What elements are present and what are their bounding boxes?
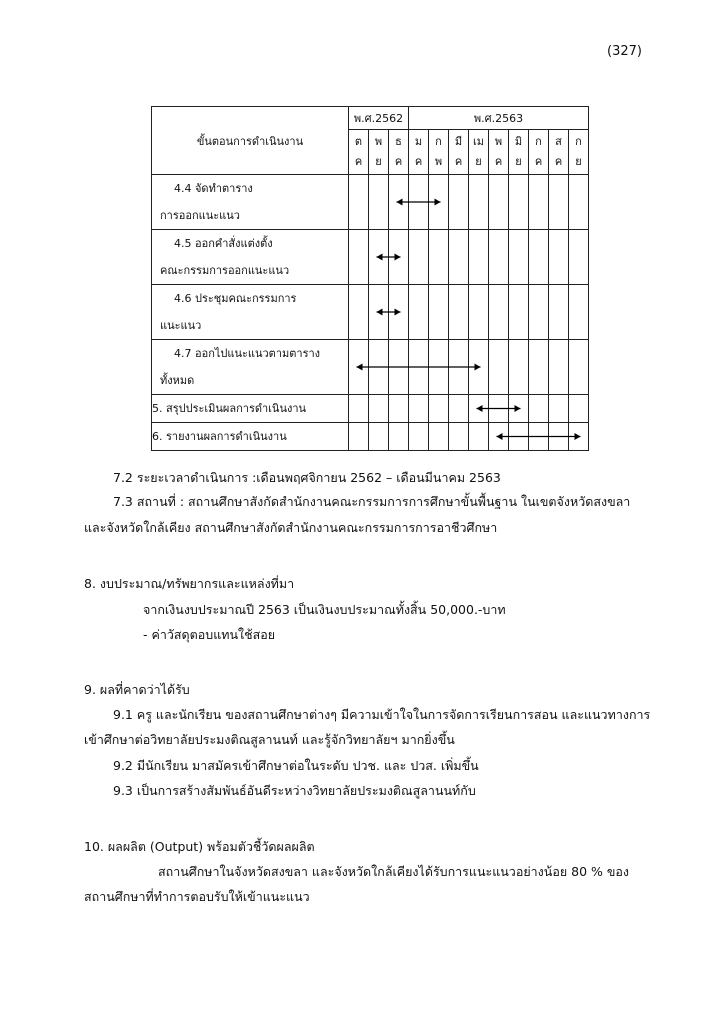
month-char: ม bbox=[414, 135, 423, 148]
outcome-heading: 9. ผลที่คาดว่าได้รับ bbox=[84, 682, 190, 697]
task-label bbox=[152, 340, 349, 395]
month-cell bbox=[529, 340, 549, 395]
month-char: ค bbox=[554, 155, 563, 168]
outcome-93: 9.3 เป็นการสร้างสัมพันธ์อันดีระหว่างวิทยาลัยประมงติณสูลานนท์กับ bbox=[113, 783, 476, 798]
gantt-table bbox=[151, 106, 589, 451]
month-cell bbox=[509, 175, 529, 230]
month-cell bbox=[509, 423, 529, 451]
task-label-line: การออกแนะแนว bbox=[160, 209, 240, 222]
year-2563-header: พ.ศ.2563 bbox=[409, 107, 589, 130]
month-cell bbox=[489, 230, 509, 285]
month-cell bbox=[429, 285, 449, 340]
month-cell bbox=[549, 175, 569, 230]
year-header-row bbox=[152, 107, 589, 130]
month-char: ธ bbox=[395, 135, 402, 148]
month-cell bbox=[409, 175, 429, 230]
month-header-2 bbox=[389, 130, 409, 175]
month-cell bbox=[489, 285, 509, 340]
month-char: มิ bbox=[514, 135, 523, 148]
task-label-line: 4.7 ออกไปแนะแนวตามตาราง bbox=[174, 347, 321, 360]
month-cell bbox=[489, 175, 509, 230]
month-cell bbox=[529, 175, 549, 230]
month-cell bbox=[549, 285, 569, 340]
task-label-line: 4.5 ออกคำสั่งแต่งตั้ง bbox=[174, 237, 273, 250]
month-cell bbox=[409, 340, 429, 395]
month-char: ย bbox=[475, 155, 482, 168]
outcome-91-line1: 9.1 ครู และนักเรียน ของสถานศึกษาต่างๆ มีความเข้าใจในการจัดการเรียนการสอน และแนวทางการ bbox=[113, 707, 651, 722]
month-char: ค bbox=[494, 155, 503, 168]
outcome-92: 9.2 มีนักเรียน มาสมัครเข้าศึกษาต่อในระดับ ปวช. และ ปวส. เพิ่มขึ้น bbox=[113, 758, 479, 773]
month-char: ย bbox=[375, 155, 382, 168]
month-char: ค bbox=[454, 155, 463, 168]
month-cell bbox=[569, 285, 589, 340]
month-cell bbox=[429, 230, 449, 285]
month-cell bbox=[549, 230, 569, 285]
month-cell bbox=[389, 395, 409, 423]
task-row bbox=[152, 395, 589, 423]
month-cell bbox=[389, 423, 409, 451]
task-label bbox=[152, 285, 349, 340]
month-cell bbox=[449, 175, 469, 230]
task-label-line: ทั้งหมด bbox=[160, 374, 195, 387]
month-cell bbox=[349, 285, 369, 340]
month-cell bbox=[429, 175, 449, 230]
month-cell bbox=[429, 423, 449, 451]
place-text-line2: และจังหวัดใกล้เคียง สถานศึกษาสังกัดสำนักงานคณะกรรมการการอาชีวศึกษา bbox=[84, 520, 498, 535]
month-cell bbox=[449, 395, 469, 423]
task-label bbox=[152, 395, 349, 423]
month-cell bbox=[449, 423, 469, 451]
month-cell bbox=[409, 395, 429, 423]
month-cell bbox=[509, 340, 529, 395]
output-text-line2: สถานศึกษาที่ทำการตอบรับให้เข้าแนะแนว bbox=[84, 889, 310, 904]
month-cell bbox=[509, 285, 529, 340]
year-2562-header: พ.ศ.2562 bbox=[349, 107, 409, 130]
month-cell bbox=[529, 395, 549, 423]
month-cell bbox=[569, 175, 589, 230]
task-label-line: 5. สรุปประเมินผลการดำเนินงาน bbox=[152, 402, 307, 415]
month-cell bbox=[349, 340, 369, 395]
month-cell bbox=[469, 175, 489, 230]
month-cell bbox=[469, 395, 489, 423]
month-cell bbox=[529, 423, 549, 451]
outcome-91-line2: เข้าศึกษาต่อวิทยาลัยประมงติณสูลานนท์ และรู้จักวิทยาลัยฯ มากยิ่งขึ้น bbox=[84, 732, 455, 747]
month-char: ส bbox=[555, 135, 562, 148]
month-cell bbox=[369, 423, 389, 451]
month-char: ย bbox=[515, 155, 522, 168]
month-cell bbox=[389, 230, 409, 285]
month-char: ค bbox=[394, 155, 403, 168]
task-row bbox=[152, 285, 589, 340]
month-cell bbox=[529, 285, 549, 340]
month-header-9 bbox=[529, 130, 549, 175]
month-cell bbox=[369, 340, 389, 395]
month-cell bbox=[489, 395, 509, 423]
month-char: ค bbox=[534, 155, 543, 168]
month-cell bbox=[469, 230, 489, 285]
task-label bbox=[152, 230, 349, 285]
month-cell bbox=[369, 285, 389, 340]
month-header-7 bbox=[489, 130, 509, 175]
month-char: พ bbox=[434, 155, 443, 168]
month-cell bbox=[569, 230, 589, 285]
month-cell bbox=[449, 285, 469, 340]
output-text-line1: สถานศึกษาในจังหวัดสงขลา และจังหวัดใกล้เคียงได้รับการแนะแนวอย่างน้อย 80 % ของ bbox=[158, 864, 630, 879]
month-cell bbox=[369, 175, 389, 230]
month-cell bbox=[569, 340, 589, 395]
month-header-10 bbox=[549, 130, 569, 175]
month-char: ก bbox=[535, 135, 542, 148]
task-label-line: 4.4 จัดทำตาราง bbox=[174, 182, 253, 195]
budget-text-line2: - ค่าวัสดุตอบแทนใช้สอย bbox=[143, 627, 276, 642]
budget-text-line1: จากเงินงบประมาณปี 2563 เป็นเงินงบประมาณทั้งสิ้น 50,000.-บาท bbox=[143, 602, 506, 617]
month-cell bbox=[509, 230, 529, 285]
month-cell bbox=[569, 423, 589, 451]
month-header-6 bbox=[469, 130, 489, 175]
task-column-header: ขั้นตอนการดำเนินงาน bbox=[152, 107, 349, 175]
task-row bbox=[152, 230, 589, 285]
month-cell bbox=[349, 175, 369, 230]
month-char: ก bbox=[575, 135, 582, 148]
month-cell bbox=[489, 423, 509, 451]
month-cell bbox=[349, 423, 369, 451]
month-char: เม bbox=[472, 135, 484, 148]
month-cell bbox=[369, 230, 389, 285]
month-header-8 bbox=[509, 130, 529, 175]
task-row bbox=[152, 340, 589, 395]
month-cell bbox=[469, 340, 489, 395]
month-cell bbox=[389, 175, 409, 230]
duration-text: 7.2 ระยะเวลาดำเนินการ :เดือนพฤศจิกายน 2562 – เดือนมีนาคม 2563 bbox=[113, 470, 501, 485]
month-cell bbox=[409, 285, 429, 340]
month-cell bbox=[349, 230, 369, 285]
month-cell bbox=[469, 285, 489, 340]
month-char: ย bbox=[575, 155, 582, 168]
month-cell bbox=[409, 423, 429, 451]
month-header-5 bbox=[449, 130, 469, 175]
task-row bbox=[152, 175, 589, 230]
month-header-1 bbox=[369, 130, 389, 175]
month-char: พ bbox=[374, 135, 383, 148]
month-cell bbox=[349, 395, 369, 423]
task-label bbox=[152, 175, 349, 230]
budget-heading: 8. งบประมาณ/ทรัพยากรและแหล่งที่มา bbox=[84, 576, 295, 591]
month-cell bbox=[489, 340, 509, 395]
place-text-line1: 7.3 สถานที่ : สถานศึกษาสังกัดสำนักงานคณะกรรมการการศึกษาขั้นพื้นฐาน ในเขตจังหวัดสงขลา bbox=[113, 494, 631, 509]
month-cell bbox=[569, 395, 589, 423]
month-cell bbox=[529, 230, 549, 285]
month-cell bbox=[509, 395, 529, 423]
month-char: ต bbox=[354, 135, 363, 148]
month-cell bbox=[409, 230, 429, 285]
month-header-0 bbox=[349, 130, 369, 175]
month-char: มี bbox=[454, 135, 463, 148]
task-label-line: 4.6 ประชุมคณะกรรมการ bbox=[174, 292, 297, 305]
month-header-4 bbox=[429, 130, 449, 175]
month-char: ค bbox=[414, 155, 423, 168]
month-cell bbox=[449, 230, 469, 285]
month-header-11 bbox=[569, 130, 589, 175]
month-char: ก bbox=[435, 135, 442, 148]
month-cell bbox=[549, 340, 569, 395]
month-cell bbox=[549, 395, 569, 423]
month-cell bbox=[469, 423, 489, 451]
month-cell bbox=[389, 340, 409, 395]
month-cell bbox=[369, 395, 389, 423]
task-label bbox=[152, 423, 349, 451]
month-char: พ bbox=[494, 135, 503, 148]
month-header-3 bbox=[409, 130, 429, 175]
month-cell bbox=[449, 340, 469, 395]
output-heading: 10. ผลผลิต (Output) พร้อมตัวชี้วัดผลผลิต bbox=[84, 839, 315, 854]
task-label-line: 6. รายงานผลการดำเนินงาน bbox=[152, 430, 287, 443]
page-number: (327) bbox=[607, 44, 642, 59]
task-row bbox=[152, 423, 589, 451]
month-char: ค bbox=[354, 155, 363, 168]
task-label-line: คณะกรรมการออกแนะแนว bbox=[160, 264, 290, 277]
month-cell bbox=[429, 395, 449, 423]
month-cell bbox=[389, 285, 409, 340]
month-cell bbox=[429, 340, 449, 395]
task-label-line: แนะแนว bbox=[160, 319, 202, 332]
month-cell bbox=[549, 423, 569, 451]
